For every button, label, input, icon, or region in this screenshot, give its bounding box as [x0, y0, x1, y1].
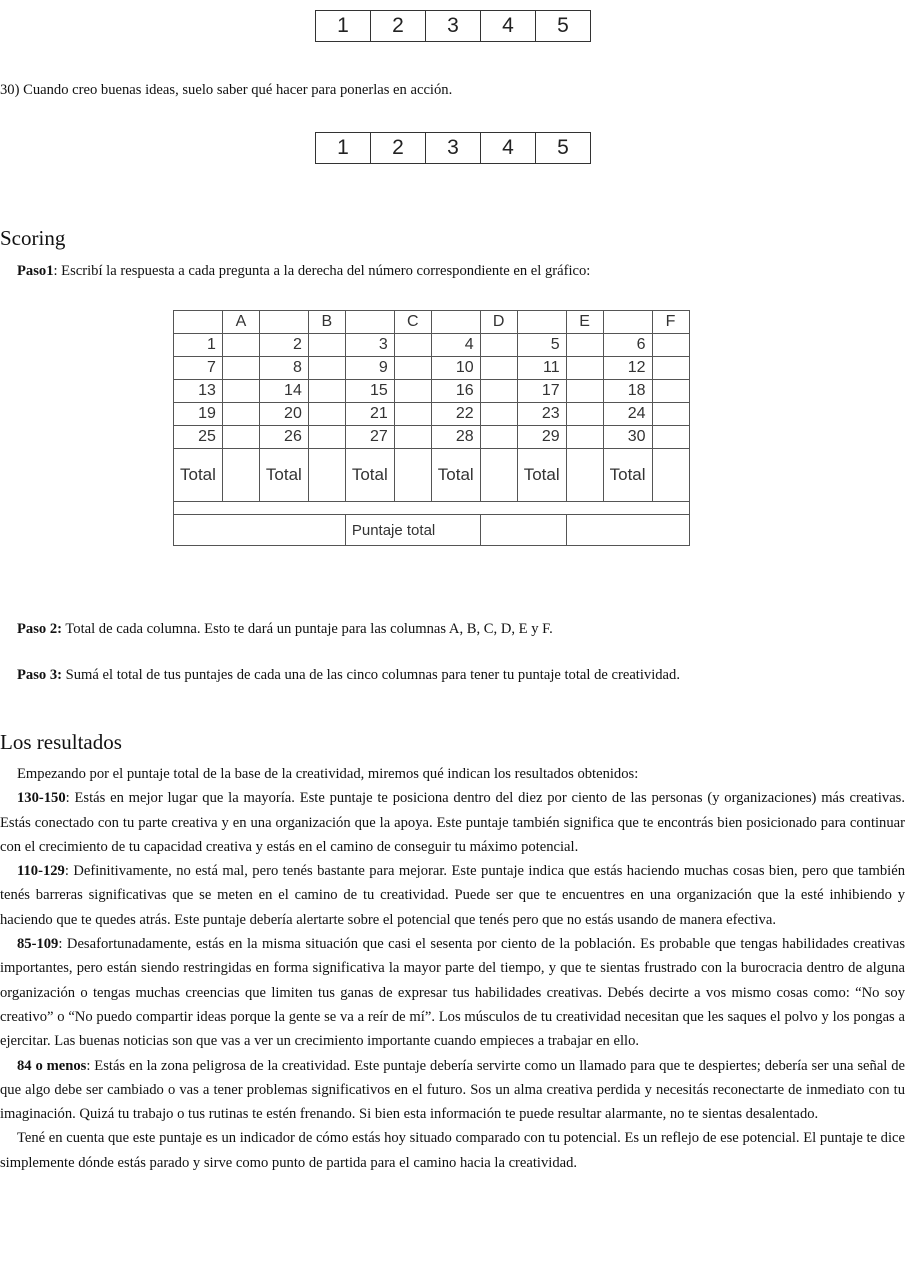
- question-number: 9: [345, 357, 394, 380]
- results-heading: Los resultados: [0, 730, 122, 754]
- scale-option[interactable]: 3: [426, 133, 481, 163]
- answer-cell[interactable]: [480, 357, 517, 380]
- answer-cell[interactable]: [308, 403, 345, 426]
- column-header: F: [652, 311, 689, 334]
- total-label: Total: [345, 449, 394, 502]
- question-number: 21: [345, 403, 394, 426]
- question-number: 25: [174, 426, 223, 449]
- range-label: 110-129: [17, 863, 65, 880]
- question-number: 18: [603, 380, 652, 403]
- answer-cell[interactable]: [480, 403, 517, 426]
- grand-total-row: [174, 515, 690, 546]
- answer-cell[interactable]: [308, 426, 345, 449]
- results-body: [0, 762, 905, 1175]
- range-label: 130-150: [17, 790, 66, 807]
- total-label: Total: [431, 449, 480, 502]
- question-number: 14: [259, 380, 308, 403]
- table-row: [174, 426, 690, 449]
- answer-cell[interactable]: [566, 334, 603, 357]
- total-cell[interactable]: [480, 449, 517, 502]
- scale-option[interactable]: 4: [481, 11, 536, 41]
- question-number: 29: [517, 426, 566, 449]
- answer-cell[interactable]: [480, 426, 517, 449]
- question-number: 7: [174, 357, 223, 380]
- total-label: Total: [259, 449, 308, 502]
- question-number: 20: [259, 403, 308, 426]
- results-intro: Empezando por el puntaje total de la base de la creatividad, miremos qué indican los resultados obtenidos:: [17, 766, 639, 782]
- answer-cell[interactable]: [566, 380, 603, 403]
- range-text: : Estás en la zona peligrosa de la creatividad. Este puntaje debería servirte como un llamado para que te despiertes; debería ser una señal de que algo debe ser cambiado o vas a tener problemas significativos en el futuro. Sos un alma creativa perdida y necesitás reconectarte de inmediato con tu imaginación. Quizá tu trabajo o tus rutinas te estén frenando. Si bien esta información te puede resultar alarmante, no te sientas desalentado.: [0, 1057, 905, 1123]
- answer-scale-q30: [315, 132, 591, 164]
- question-number: 23: [517, 403, 566, 426]
- question-number: 4: [431, 334, 480, 357]
- scale-option[interactable]: 5: [557, 14, 569, 37]
- table-row: [174, 380, 690, 403]
- step3-instruction: [17, 663, 680, 687]
- scoring-table: [173, 310, 690, 546]
- question-number: 28: [431, 426, 480, 449]
- total-label: Total: [517, 449, 566, 502]
- answer-cell[interactable]: [308, 334, 345, 357]
- answer-cell[interactable]: [566, 403, 603, 426]
- answer-cell[interactable]: [394, 426, 431, 449]
- answer-cell[interactable]: [308, 380, 345, 403]
- question-number: 3: [345, 334, 394, 357]
- question-number: 13: [174, 380, 223, 403]
- results-closing: Tené en cuenta que este puntaje es un indicador de cómo estás hoy situado comparado con tu potencial. Es un reflejo de ese potencial. El puntaje te dice simplemente dónde estás parado y sirve como punto de partida para el camino hacia la creatividad.: [0, 1130, 905, 1171]
- score-rows: [174, 334, 690, 449]
- scale-option[interactable]: 5: [557, 136, 569, 159]
- answer-cell[interactable]: [222, 426, 259, 449]
- range-label: 84 o menos: [17, 1057, 87, 1074]
- question-number: 12: [603, 357, 652, 380]
- range-label: 85-109: [17, 936, 59, 953]
- question-number: 26: [259, 426, 308, 449]
- question-number: 24: [603, 403, 652, 426]
- result-range-130-150: [0, 786, 905, 859]
- answer-cell[interactable]: [394, 380, 431, 403]
- question-number: 11: [517, 357, 566, 380]
- question-number: 19: [174, 403, 223, 426]
- scale-option[interactable]: 2: [371, 11, 426, 41]
- question-number: 30: [603, 426, 652, 449]
- question-number: 6: [603, 334, 652, 357]
- answer-cell[interactable]: [394, 403, 431, 426]
- spacer-row: [174, 502, 690, 515]
- range-text: : Estás en mejor lugar que la mayoría. Este puntaje te posiciona dentro del diez por ciento de las personas (y organizaciones) más creativas. Estás conectado con tu parte creativa y en una organización que la apoya. Este puntaje también significa que te encontrás bien posicionado para continuar con el crecimiento de tu capacidad creativa y estás en el camino de conseguir tu máximo potencial.: [0, 790, 905, 855]
- step2-instruction: [17, 617, 553, 641]
- answer-cell[interactable]: [480, 380, 517, 403]
- result-range-84-or-less: [0, 1054, 905, 1127]
- answer-cell[interactable]: [222, 403, 259, 426]
- step3-label: Paso 3:: [17, 667, 62, 683]
- table-row: [174, 357, 690, 380]
- question-number: 27: [345, 426, 394, 449]
- total-cell[interactable]: [566, 449, 603, 502]
- answer-scale-top: [315, 10, 591, 42]
- result-range-85-109: [0, 932, 905, 1053]
- total-cell[interactable]: [308, 449, 345, 502]
- answer-cell[interactable]: [566, 426, 603, 449]
- question-30: 30) Cuando creo buenas ideas, suelo saber qué hacer para ponerlas en acción.: [0, 82, 453, 98]
- scale-option[interactable]: 2: [371, 133, 426, 163]
- scale-option[interactable]: 1: [316, 11, 371, 41]
- step1-label: Paso1: [17, 263, 54, 279]
- question-number: 8: [259, 357, 308, 380]
- question-number: 15: [345, 380, 394, 403]
- grand-total-cell[interactable]: [480, 515, 566, 546]
- answer-cell[interactable]: [480, 334, 517, 357]
- answer-cell[interactable]: [222, 380, 259, 403]
- answer-cell[interactable]: [394, 357, 431, 380]
- scale-option[interactable]: 1: [316, 133, 371, 163]
- question-number: 5: [517, 334, 566, 357]
- grand-total-label: Puntaje total: [345, 515, 480, 546]
- range-text: : Definitivamente, no está mal, pero tenés bastante para mejorar. Este puntaje indica que estás haciendo muchas cosas bien, pero que también tenés barreras significativas que se meten en el camino de tu creatividad. Puede ser que te encuentres en una organización que la esté inhibiendo y haciendo que te quedes atrás. Este puntaje debería alertarte sobre el potencial que tenés pero que no estás usando de manera efectiva.: [0, 863, 905, 928]
- table-header-row: [174, 311, 690, 334]
- column-header: C: [394, 311, 431, 334]
- step1-text: : Escribí la respuesta a cada pregunta a la derecha del número correspondiente en el gráfico:: [53, 263, 591, 279]
- table-row: [174, 334, 690, 357]
- step1-instruction: [17, 259, 590, 283]
- question-number: 2: [259, 334, 308, 357]
- answer-cell[interactable]: [652, 334, 689, 357]
- answer-cell[interactable]: [652, 426, 689, 449]
- question-number: 10: [431, 357, 480, 380]
- answer-cell[interactable]: [652, 357, 689, 380]
- answer-cell[interactable]: [652, 403, 689, 426]
- answer-cell[interactable]: [222, 334, 259, 357]
- total-cell[interactable]: [222, 449, 259, 502]
- answer-cell[interactable]: [652, 380, 689, 403]
- step2-label: Paso 2:: [17, 621, 62, 637]
- answer-cell[interactable]: [394, 334, 431, 357]
- scoring-heading: Scoring: [0, 226, 66, 250]
- question-number: 17: [517, 380, 566, 403]
- step2-text: Total de cada columna. Esto te dará un puntaje para las columnas A, B, C, D, E y F.: [62, 621, 553, 637]
- table-row: [174, 403, 690, 426]
- range-text: : Desafortunadamente, estás en la misma situación que casi el sesenta por ciento de la población. Es probable que tengas habilidades creativas importantes, pero están siendo restringidas en forma significativa la mayor parte del tiempo, y que te sientas frustrado con la burocracia dentro de alguna organización o tengas muchas creencias que limiten tus ganas de expresar tus habilidades creativas. Debés decirte a vos mismo cosas como: “No soy creativo” o “No puedo compartir ideas porque la gente se va a reír de mí”. Los músculos de tu creatividad necesitan que les saques el polvo y los pongas a ejercitar. Las buenas noticias son que vas a ver un crecimiento importante cuando empieces a trabajar en ello.: [0, 936, 905, 1050]
- total-cell[interactable]: [652, 449, 689, 502]
- total-cell[interactable]: [394, 449, 431, 502]
- column-header: B: [308, 311, 345, 334]
- result-range-110-129: [0, 859, 905, 932]
- question-number: 16: [431, 380, 480, 403]
- total-label: Total: [174, 449, 223, 502]
- column-header: E: [566, 311, 603, 334]
- column-header: D: [480, 311, 517, 334]
- step3-text: Sumá el total de tus puntajes de cada una de las cinco columnas para tener tu puntaje total de creatividad.: [62, 667, 680, 683]
- question-number: 22: [431, 403, 480, 426]
- column-header: A: [222, 311, 259, 334]
- scale-option[interactable]: 3: [426, 11, 481, 41]
- scale-option[interactable]: 4: [481, 133, 536, 163]
- answer-cell[interactable]: [222, 357, 259, 380]
- total-label: Total: [603, 449, 652, 502]
- answer-cell[interactable]: [566, 357, 603, 380]
- answer-cell[interactable]: [308, 357, 345, 380]
- totals-row: [174, 449, 690, 502]
- question-number: 1: [174, 334, 223, 357]
